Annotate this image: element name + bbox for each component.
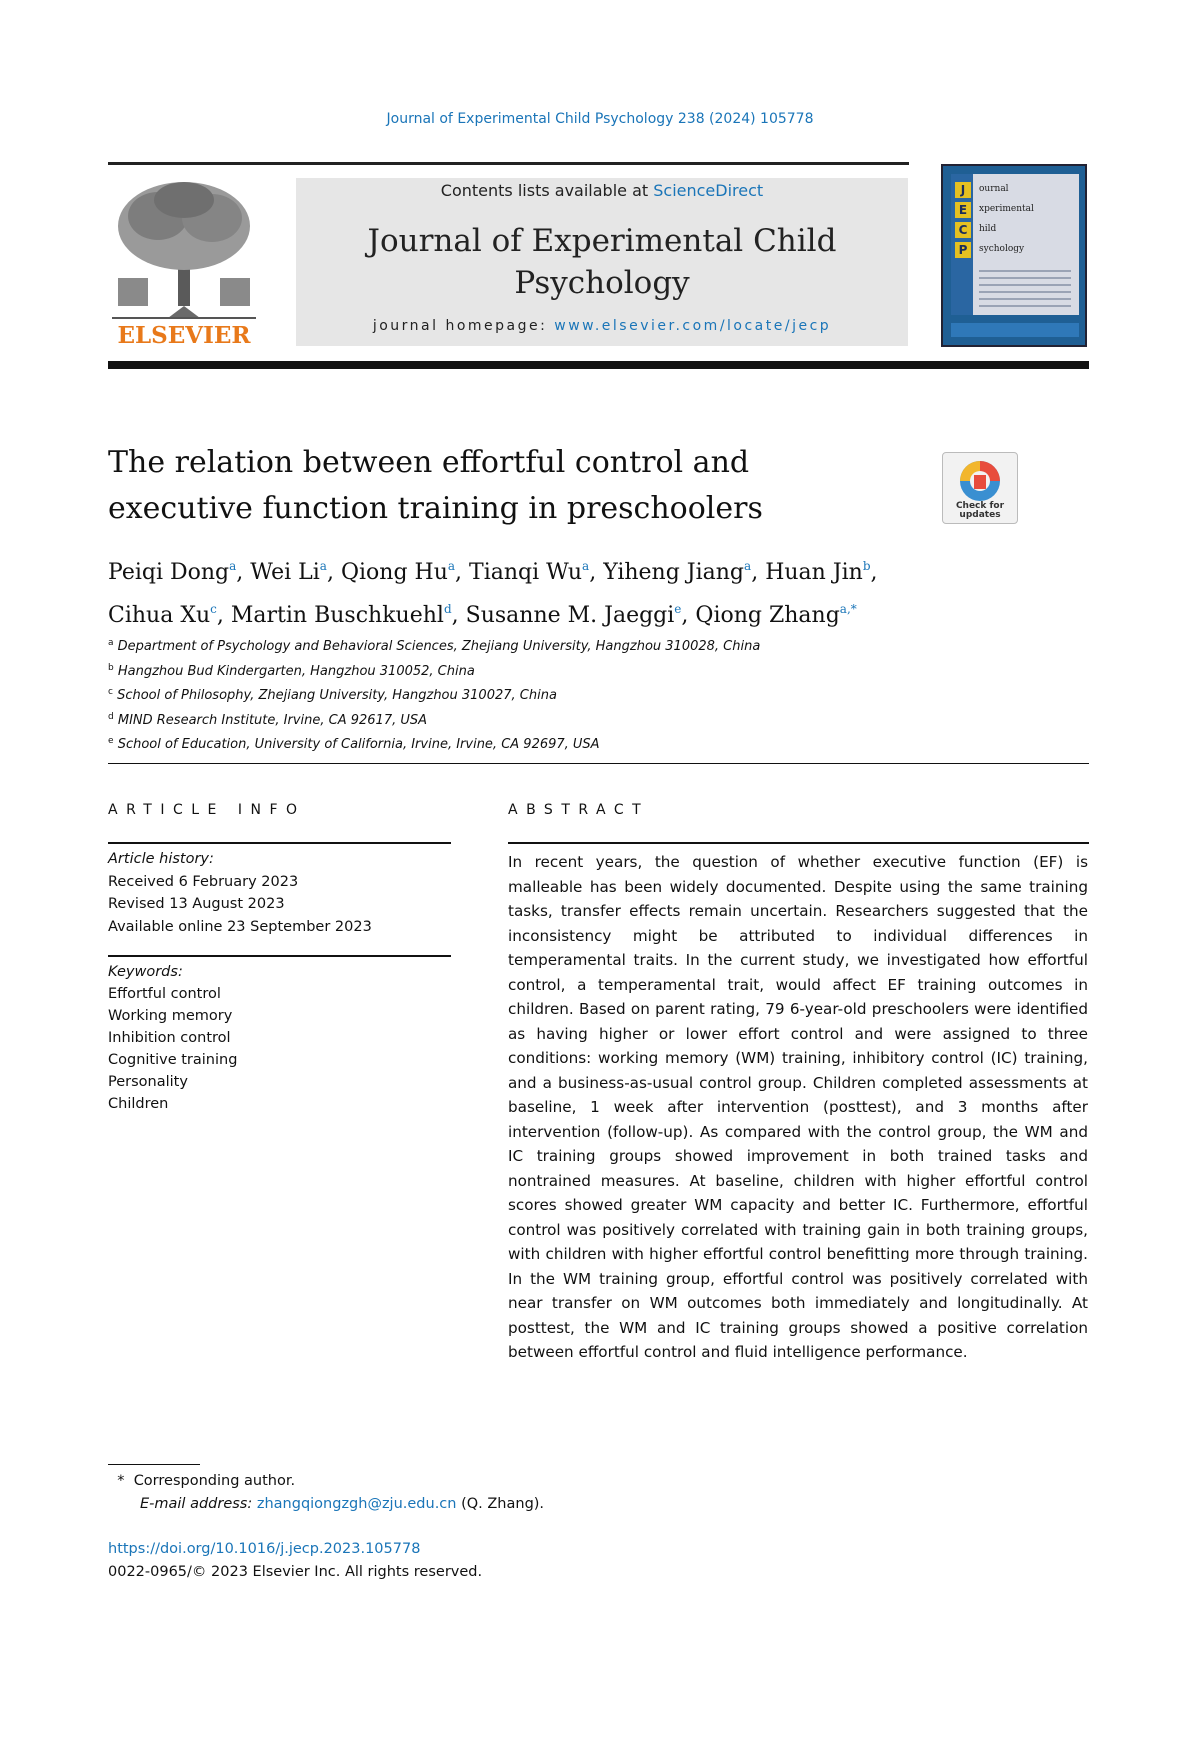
affiliation-item	[108, 682, 1088, 707]
article-title	[108, 440, 868, 532]
homepage-prefix: journal homepage:	[372, 318, 555, 334]
affiliation-marker: d	[108, 711, 114, 722]
journal-cover-image[interactable]	[941, 164, 1087, 347]
journal-title-line2: Psychology	[514, 265, 690, 301]
author-name[interactable]: Wei Li	[250, 560, 320, 585]
cover-text-lines	[979, 270, 1071, 312]
crossmark-icon	[943, 453, 1017, 505]
affiliation-marker: c	[108, 687, 113, 697]
corresponding-author-note: * Corresponding author.	[108, 1473, 296, 1489]
affiliation-text: School of Education, University of California, Irvine, Irvine, CA 92697, USA	[117, 737, 600, 752]
affiliation-text: School of Philosophy, Zhejiang University, Hangzhou 310027, China	[117, 688, 557, 703]
author-name[interactable]: Tianqi Wu	[469, 560, 583, 585]
author-affil-marker[interactable]: a	[744, 559, 752, 573]
affiliation-list	[108, 633, 1088, 756]
journal-header-banner	[296, 178, 908, 346]
affiliation-marker: b	[108, 662, 114, 673]
article-info-rule	[108, 842, 451, 844]
email-link[interactable]: zhangqiongzgh@zju.edu.cn	[256, 1496, 457, 1512]
affiliation-item	[108, 707, 1088, 732]
journal-homepage	[296, 318, 908, 334]
keywords-label: Keywords:	[108, 964, 183, 980]
cover-word: xperimental	[979, 204, 1034, 214]
keyword-item: Personality	[108, 1074, 188, 1090]
author-affil-marker[interactable]: e	[674, 602, 682, 616]
cover-footer-band	[951, 323, 1079, 337]
cover-word: sychology	[979, 244, 1025, 254]
cover-letter-j: J	[955, 182, 971, 198]
article-history	[108, 848, 448, 938]
contents-line	[296, 178, 908, 200]
email-label: E-mail address:	[140, 1496, 257, 1512]
keyword-item: Effortful control	[108, 986, 221, 1002]
affiliation-marker: e	[108, 736, 114, 746]
elsevier-logo[interactable]	[108, 178, 260, 348]
author-list: Peiqi Dong$^a$, Wei Li$^a$, Qiong Hu$^a$, Tianqi Wu$^a$, Yiheng Jiang$^a$, Huan Jin$^b$, Cihua Xu$^c$, Martin Buschkuehl$^d$, Susanne M. Jaeggi$^e$, Qiong Zhang$^{a,*}$	[108, 559, 878, 628]
author-name[interactable]: Cihua Xu	[108, 603, 211, 628]
doi-link[interactable]: https://doi.org/10.1016/j.jecp.2023.105778	[108, 1541, 421, 1557]
author-name[interactable]: Qiong Hu	[340, 560, 448, 585]
header-bottom-rule	[108, 361, 1089, 369]
keyword-item: Inhibition control	[108, 1030, 231, 1046]
author-name[interactable]: Yiheng Jiang	[603, 560, 745, 585]
cover-word: ournal	[979, 184, 1009, 194]
elsevier-tree-icon	[108, 178, 260, 348]
keyword-item: Children	[108, 1096, 169, 1112]
author-name[interactable]: Peiqi Dong	[108, 560, 230, 585]
author-name[interactable]: Huan Jin	[765, 560, 863, 585]
keyword-item: Working memory	[108, 1008, 233, 1024]
history-item: Revised 13 August 2023	[108, 896, 285, 912]
affiliation-text: MIND Research Institute, Irvine, CA 92617, USA	[117, 712, 428, 728]
affiliation-marker: a	[108, 638, 114, 648]
author-name[interactable]: Qiong Zhang	[695, 603, 840, 628]
cover-letter-c: C	[955, 222, 971, 238]
author-affil-marker[interactable]: d	[443, 602, 452, 616]
corresponding-text: Corresponding author.	[133, 1473, 296, 1489]
journal-citation[interactable]: Journal of Experimental Child Psychology 238 (2024) 105778	[386, 111, 814, 127]
author-name[interactable]: Susanne M. Jaeggi	[465, 603, 675, 628]
footnote-rule	[108, 1464, 200, 1465]
affiliation-item	[108, 633, 1088, 658]
doi-block	[108, 1538, 808, 1584]
author-affil-marker[interactable]: c	[210, 602, 217, 616]
email-suffix: (Q. Zhang).	[456, 1496, 545, 1512]
copyright-text: 0022-0965/© 2023 Elsevier Inc. All rights reserved.	[108, 1564, 483, 1580]
contents-prefix: Contents lists available at	[440, 181, 654, 200]
abstract-text: In recent years, the question of whether executive function (EF) is malleable has been widely documented. Despite using the same training tasks, transfer effects remain uncertain. Researchers suggested that the inconsistency might be attributed to individual differences in temperamental traits. In the current study, we investigated how effortful control, a temperamental trait, would affect EF training outcomes in children. Based on parent rating, 79 6-year-old preschoolers were identified as having higher or lower effort control and were assigned to three conditions: working memory (WM) training, inhibitory control (IC) training, and a business-as-usual control group. Children completed assessments at baseline, 1 week after intervention (posttest), and 3 months after intervention (follow-up). As compared with the control group, the WM and IC training groups showed improvement in both trained tasks and nontrained measures. At baseline, children with higher effortful control scores showed greater WM capacity and better IC. Furthermore, effortful control was positively correlated with training gain in both training groups, with children with higher effortful control benefitting more through training. In the WM training group, effortful control was positively correlated with near transfer on WM outcomes both immediately and longitudinally. At posttest, the WM and IC training groups showed a positive correlation between effortful control and fluid intelligence performance.	[508, 853, 1088, 1361]
affiliation-item	[108, 731, 1088, 756]
author-affil-marker[interactable]: a	[229, 559, 237, 573]
cover-word: hild	[979, 224, 997, 234]
history-label: Article history:	[108, 851, 214, 867]
homepage-link[interactable]: www.elsevier.com/locate/jecp	[554, 318, 832, 334]
journal-title	[296, 220, 908, 304]
author-affil-marker[interactable]: a	[582, 559, 590, 573]
author-name[interactable]: Martin Buschkuehl	[230, 603, 444, 628]
article-title-line1: The relation between effortful control and	[108, 445, 750, 480]
author-affil-marker[interactable]: a	[447, 559, 456, 573]
header-top-rule	[108, 162, 909, 165]
article-title-line2: executive function training in preschoolers	[108, 491, 763, 526]
keywords-list	[108, 961, 448, 1115]
affiliation-item	[108, 658, 1088, 683]
affiliation-text: Hangzhou Bud Kindergarten, Hangzhou 310052, China	[117, 663, 475, 679]
footnote	[108, 1470, 808, 1516]
email-line	[108, 1493, 808, 1516]
author-affil-marker[interactable]: b	[862, 559, 871, 573]
cover-panel	[951, 174, 1079, 315]
affiliation-text: Department of Psychology and Behavioral Sciences, Zhejiang University, Hangzhou 310028, China	[117, 639, 761, 654]
sciencedirect-link[interactable]: ScienceDirect	[653, 181, 764, 200]
publisher-name: ELSEVIER	[117, 322, 251, 348]
history-item: Received 6 February 2023	[108, 873, 299, 890]
cover-letter-e: E	[955, 202, 971, 218]
abstract-heading: ABSTRACT	[508, 802, 650, 818]
history-item: Available online 23 September 2023	[108, 918, 372, 935]
abstract-rule	[508, 842, 1089, 844]
crossmark-label: Check for updates	[955, 501, 1005, 520]
check-for-updates-button[interactable]	[942, 452, 1018, 524]
author-affil-marker[interactable]: a	[319, 559, 327, 573]
article-info-heading: ARTICLE INFO	[108, 802, 306, 818]
keyword-item: Cognitive training	[108, 1052, 238, 1068]
journal-title-line1: Journal of Experimental Child	[367, 223, 837, 259]
keywords-rule	[108, 955, 451, 957]
cover-letter-p: P	[955, 242, 971, 258]
author-affil-marker[interactable]: a,*	[839, 602, 857, 616]
section-divider	[108, 763, 1089, 764]
